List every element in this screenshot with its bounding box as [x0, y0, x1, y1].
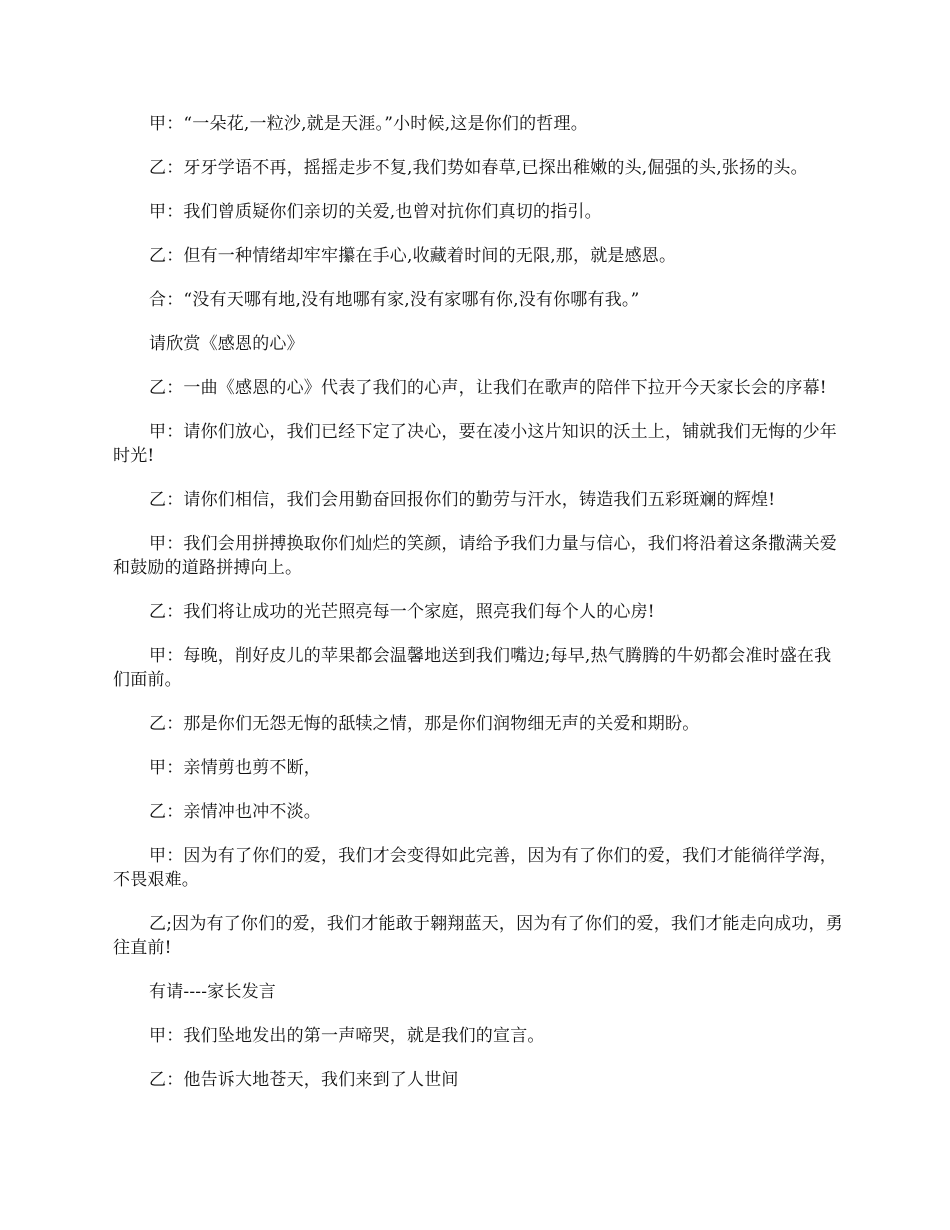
paragraph-6: 请欣赏《感恩的心》 — [149, 334, 304, 354]
paragraph-10: 甲：我们会用拼搏换取你们灿烂的笑颜，请给予我们力量与信心，我们将沿着这条撒满关爱和鼓励的道路拼搏向上。 — [113, 534, 837, 578]
paragraph-1: 甲：“一朵花,一粒沙,就是天涯。”小时候,这是你们的哲理。 — [149, 114, 588, 134]
paragraph-16: 甲：因为有了你们的爱，我们才会变得如此完善，因为有了你们的爱，我们才能徜徉学海，不畏艰难。 — [113, 846, 837, 890]
paragraph-7: 乙：一曲《感恩的心》代表了我们的心声，让我们在歌声的陪伴下拉开今天家长会的序幕! — [149, 378, 827, 398]
paragraph-12: 甲：每晚，削好皮儿的苹果都会温馨地送到我们嘴边;每早,热气腾腾的牛奶都会准时盛在我们面前。 — [113, 646, 832, 690]
paragraph-20: 乙：他告诉大地苍天，我们来到了人世间 — [149, 1070, 459, 1090]
paragraph-4: 乙：但有一种情绪却牢牢攥在手心,收藏着时间的无限,那，就是感恩。 — [149, 246, 677, 266]
paragraph-13: 乙：那是你们无怨无悔的舐犊之情，那是你们润物细无声的关爱和期盼。 — [149, 714, 700, 734]
paragraph-17: 乙;因为有了你们的爱，我们才能敢于翱翔蓝天，因为有了你们的爱，我们才能走向成功，勇往直前! — [113, 914, 843, 958]
paragraph-8: 甲：请你们放心，我们已经下定了决心，要在凌小这片知识的沃土上，铺就我们无悔的少年时光! — [113, 422, 837, 466]
paragraph-18: 有请----家长发言 — [149, 982, 276, 1002]
paragraph-3: 甲：我们曾质疑你们亲切的关爱,也曾对抗你们真切的指引。 — [149, 202, 602, 222]
paragraph-2: 乙：牙牙学语不再，摇摇走步不复,我们势如春草,已探出稚嫩的头,倔强的头,张扬的头。 — [149, 158, 808, 178]
paragraph-14: 甲：亲情剪也剪不断， — [149, 758, 321, 778]
paragraph-9: 乙：请你们相信，我们会用勤奋回报你们的勤劳与汗水，铸造我们五彩斑斓的辉煌! — [149, 490, 776, 510]
paragraph-5: 合：“没有天哪有地,没有地哪有家,没有家哪有你,没有你哪有我。” — [149, 290, 640, 310]
document-body — [113, 112, 843, 1112]
paragraph-15: 乙：亲情冲也冲不淡。 — [149, 802, 321, 822]
paragraph-19: 甲：我们坠地发出的第一声啼哭，就是我们的宣言。 — [149, 1026, 545, 1046]
paragraph-11: 乙：我们将让成功的光芒照亮每一个家庭，照亮我们每个人的心房! — [149, 602, 655, 622]
